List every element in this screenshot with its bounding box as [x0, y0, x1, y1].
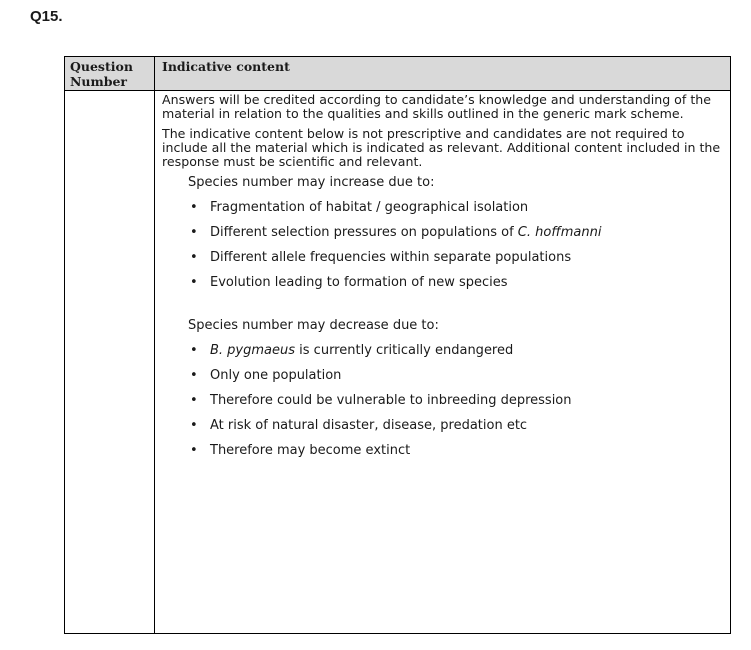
- increase-list: [162, 200, 722, 291]
- list-item: [162, 343, 722, 359]
- increase-heading: Species number may increase due to:: [188, 175, 435, 190]
- question-label: Q15.: [30, 8, 63, 25]
- paragraph-credit: Answers will be credited according to candidate’s knowledge and understanding of the material in relation to the qualities and skills outlined in the generic mark scheme.: [162, 92, 711, 121]
- list-item: • Therefore may become extinct: [162, 443, 722, 459]
- decrease-heading: Species number may decrease due to:: [188, 318, 439, 333]
- indicative-content-body: [162, 93, 722, 468]
- header-indicative-content: Indicative content: [162, 59, 290, 74]
- list-item: • Therefore could be vulnerable to inbreeding depression: [162, 393, 722, 409]
- species-name: B. pygmaeus: [210, 343, 296, 358]
- list-item-text: Different selection pressures on populations of: [210, 225, 518, 240]
- list-item: • Fragmentation of habitat / geographical isolation: [162, 200, 722, 216]
- decrease-list: [162, 343, 722, 459]
- paragraph-prescriptive: The indicative content below is not prescriptive and candidates are not required to include all the material which is indicated as relevant. Additional content included in the response must be scientific and relevant.: [162, 126, 721, 169]
- list-item-text: is currently critically endangered: [295, 343, 514, 358]
- list-item: • Different allele frequencies within separate populations: [162, 250, 722, 266]
- list-item: [162, 225, 722, 241]
- list-item: • Only one population: [162, 368, 722, 384]
- list-item: • At risk of natural disaster, disease, predation etc: [162, 418, 722, 434]
- header-question-number: Question Number: [70, 59, 133, 89]
- mark-scheme-table: [64, 56, 731, 634]
- list-item: • Evolution leading to formation of new species: [162, 275, 722, 291]
- column-divider: [154, 57, 155, 633]
- species-name: C. hoffmanni: [517, 225, 602, 240]
